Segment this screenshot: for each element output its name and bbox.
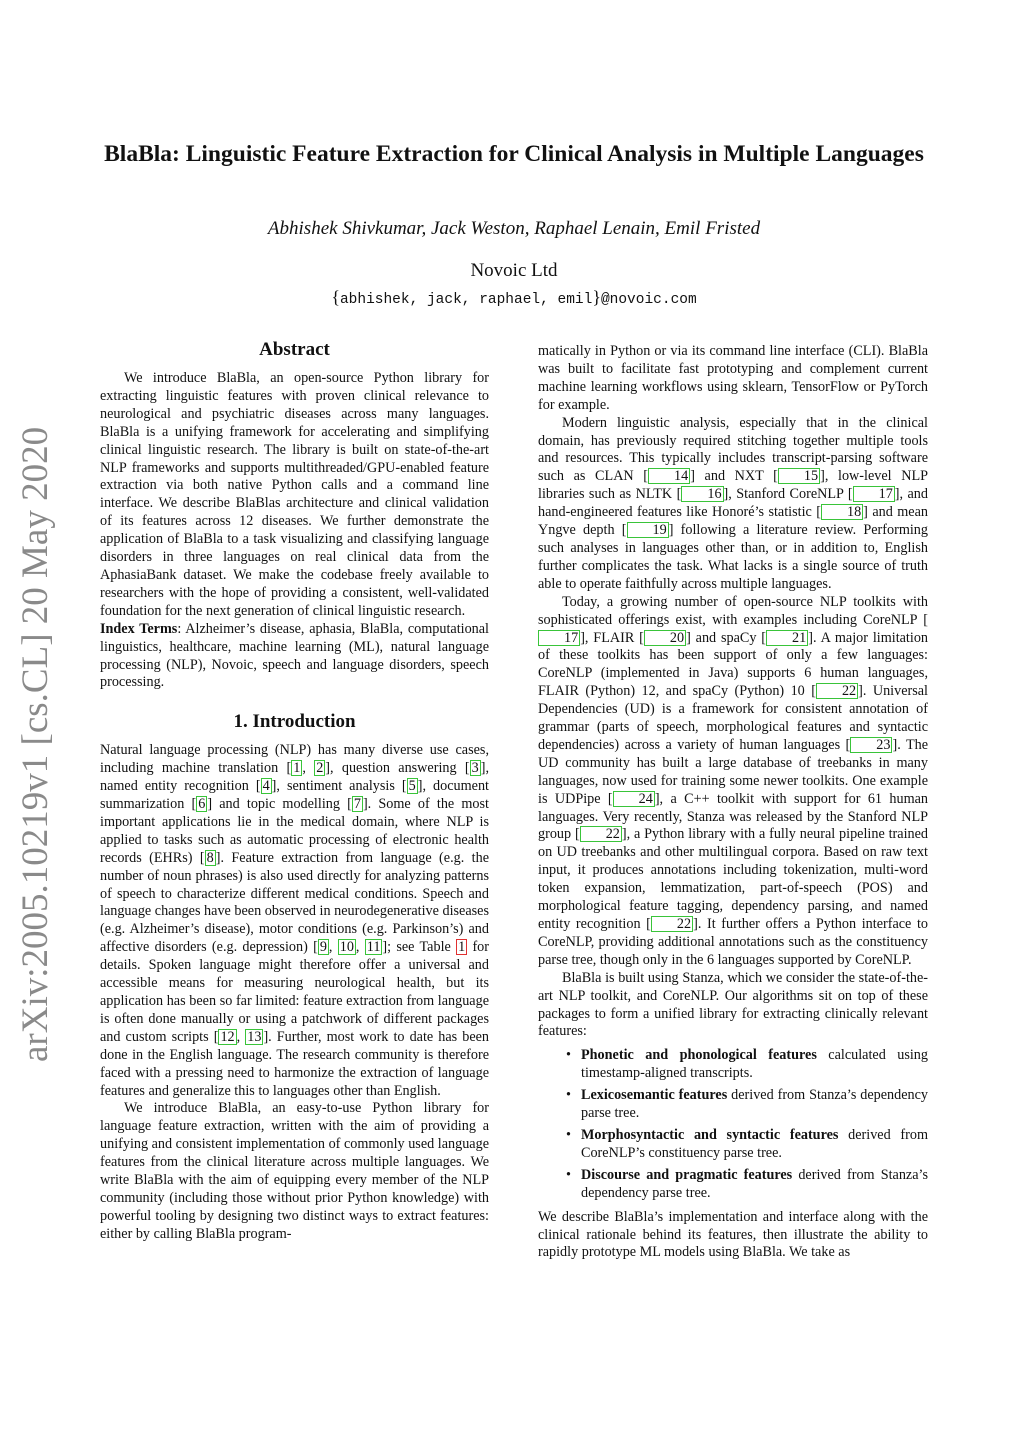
citation-link[interactable]: 2 [316,760,324,777]
citation-link[interactable]: 13 [247,1028,262,1045]
citation-link[interactable]: 19 [627,522,669,538]
citation-link[interactable]: 15 [778,468,820,484]
intro-paragraph-3: matically in Python or via its command line interface (CLI). BlaBla was built to facilitate fast prototyping and complement current machine learning workflows using sklearn, TensorFlow or PyTorch for example. [538,343,928,413]
citation-link[interactable]: 22 [651,916,693,932]
feature-item: • Morphosyntactic and syntactic features derived from CoreNLP’s constituency parse tree. [581,1127,928,1163]
feature-name: Phonetic and phonological features [581,1047,817,1064]
feature-item: • Discourse and pragmatic features derived from Stanza’s dependency parse tree. [581,1167,928,1203]
intro-paragraph-4: Modern linguistic analysis, especially that in the clinical domain, has previously required stitching together multiple tools and resources. This typically includes transcript-parsing software such as CLAN [ 14 ] and NXT [ 15 ], low-level NLP libraries such as NLTK [ 16 ], Stanford CoreNLP [ 17 ], and hand-engineered features like Honoré’s statistic [ 18 ] and mean Yngve depth [ 19 ] following a literature review. Performing such analyses in languages other than, or in addition to, English further complicates the task. What lacks is a single source of truth able to operate faithfully across multiple languages. [538,414,928,592]
citation-link[interactable]: 7 [353,796,361,813]
feature-name: Discourse and pragmatic features [581,1166,793,1183]
index-terms: Index Terms: Alzheimer’s disease, aphasia, BlaBla, computational linguistics, healthcare, machine learning (ML), natural language processing (NLP), Novoic, speech and language disorders, speech processing. [100,620,489,691]
intro-paragraph-7: We describe BlaBla’s implementation and interface along with the clinical rationale behind its features, then illustrate the ability to rapidly prototype ML models using BlaBla. We take as [538,1208,928,1261]
citation-link[interactable]: 18 [821,504,863,520]
citation-link[interactable]: 24 [613,791,655,807]
citation-link[interactable]: 10 [339,939,354,956]
introduction-heading: 1. Introduction [233,711,356,733]
index-terms-label: Index Terms [100,620,178,637]
feature-item: • Lexicosemantic features derived from Stanza’s dependency parse tree. [581,1087,928,1123]
citation-link[interactable]: 11 [366,939,381,956]
citation-link[interactable]: 4 [262,778,270,795]
intro-paragraph-1: Natural language processing (NLP) has many diverse use cases, including machine translation [ 1 , 2 ], question answering [ 3 ], named entity recognition [ 4 ], sentiment analysis [ 5 ], document summarization [ 6 ] and topic modelling [ 7 ]. Some of the most important applications lie in the medical domain, where NLP is applied to tasks such as automatic processing of electronic health records (EHRs) [ 8 ]. Feature extraction from language (e.g. the number of noun phrases) is also used directly for analyzing patterns of speech to characterize different medical conditions. Speech and language changes have been observed in neurodegenerative diseases (e.g. Alzheimer’s disease), motor conditions (e.g. Parkinson’s) and affective disorders (e.g. depression) [ 9 , 10 , 11 ]; see Table 1 for details. Spoken language might therefore offer a universal and accessible means for measuring neurological health, but its application has been so far limited: feature extraction from language is often done manually or using a patchwork of different packages and custom scripts [ 12 , 13 ]. Further, most work to date has been done in the English language. The research community is therefore faced with a pressing need to harmonize the extraction of language features and generalize this to languages other than English. [100,742,490,1099]
intro-paragraph-2: We introduce BlaBla, an easy-to-use Python library for language feature extraction, written with the aim of providing a unifying and consistent implementation of commonly used language features from the clinical literature across multiple languages. We write BlaBla with the aim of equipping every member of the NLP community (including those without prior Python knowledge) with powerful tooling by designing two distinct ways to extract features: either by calling BlaBla program- [100,1100,489,1242]
citation-link[interactable]: 23 [850,737,892,753]
affiliation: Novoic Ltd [470,260,558,281]
feature-list [538,1047,928,1202]
citation-link[interactable]: 1 [293,760,301,777]
arxiv-stamp: arXiv:2005.10219v1 [cs.CL] 20 May 2020 [15,426,56,1062]
citation-link[interactable]: 20 [644,630,686,646]
citation-link[interactable]: 6 [198,796,206,813]
author-list: Abhishek Shivkumar, Jack Weston, Raphael Lenain, Emil Fristed [267,218,761,239]
citation-link[interactable]: 3 [471,760,479,777]
citation-link[interactable]: 5 [408,778,416,795]
citation-link[interactable]: 9 [319,939,327,956]
intro-paragraph-6: BlaBla is built using Stanza, which we consider the state-of-the-art NLP toolkit, and CoreNLP. Our algorithms sit on top of these packages to form a unified library for extracting clinically relevant features: [538,969,928,1040]
citation-link[interactable]: 22 [580,826,622,842]
left-column [100,338,489,1244]
citation-link[interactable]: 16 [681,486,723,502]
feature-name: Lexicosemantic features [581,1087,728,1104]
citation-link[interactable]: 21 [766,630,808,646]
right-column [538,343,928,1262]
abstract-heading: Abstract [259,339,330,360]
citation-link[interactable]: 17 [538,630,580,646]
citation-link[interactable]: 8 [206,849,214,866]
feature-name: Morphosyntactic and syntactic features [581,1126,839,1143]
author-emails: {abhishek, jack, raphael, emil}@novoic.com [331,287,697,308]
citation-link[interactable]: 17 [853,486,895,502]
feature-item: • Phonetic and phonological features calculated using timestamp-aligned transcripts. [581,1047,928,1083]
intro-paragraph-5: Today, a growing number of open-source NLP toolkits with sophisticated offerings exist, with examples including CoreNLP [17 ], FLAIR [ 20 ] and spaCy [ 21 ]. A major limitation of these toolkits has been support of only a few languages: CoreNLP (implemented in Java) supports 6 human languages, FLAIR (Python) 12, and spaCy (Python) 10 [ 22 ]. Universal Dependencies (UD) is a framework for consistent annotation of grammar (parts of speech, morphological features and syntactic dependencies) across a variety of human languages [ 23 ]. The UD community has built a large database of treebanks in many languages, now used for training some newer toolkits. One example is UDPipe [ 24 ], a C++ toolkit with support for 61 human languages. Very recently, Stanza was released by the Stanford NLP group [ 22 ], a Python library with a fully neural pipeline trained on UD treebanks and other multilingual corpora. Based on raw text input, it produces annotations including tokenization, multi-word token expansion, lemmatization, part-of-speech (POS) and morphological feature tagging, dependency parsing, and named entity recognition [ 22 ]. It further offers a Python interface to CoreNLP, providing additional annotations such as the constituency parse tree, though only in the 6 languages supported by CoreNLP. [538,593,929,968]
citation-link[interactable]: 12 [220,1028,235,1045]
table-reference-link[interactable]: 1 [458,939,466,956]
abstract-text: We introduce BlaBla, an open-source Python library for extracting linguistic features with proven clinical relevance to neurological and psychiatric diseases across many languages. BlaBla is a unifying framework for accelerating and simplifying clinical linguistic research. The library is built on state-of-the-art NLP frameworks and supports multithreaded/GPU-enabled feature extraction via both native Python calls and a command line interface. We describe BlaBlas architecture and clinical validation of its features across 12 diseases. We further demonstrate the application of BlaBla to a task visualizing and classifying language disorders in three languages on real clinical data from the AphasiaBank dataset. We make the codebase freely available to researchers with the hope of providing a consistent, well-validated foundation for the next generation of clinical linguistic research. [100,370,489,619]
citation-link[interactable]: 22 [816,683,858,699]
citation-link[interactable]: 14 [648,468,690,484]
paper-title: BlaBla: Linguistic Feature Extraction for Clinical Analysis in Multiple Languages [104,141,924,167]
